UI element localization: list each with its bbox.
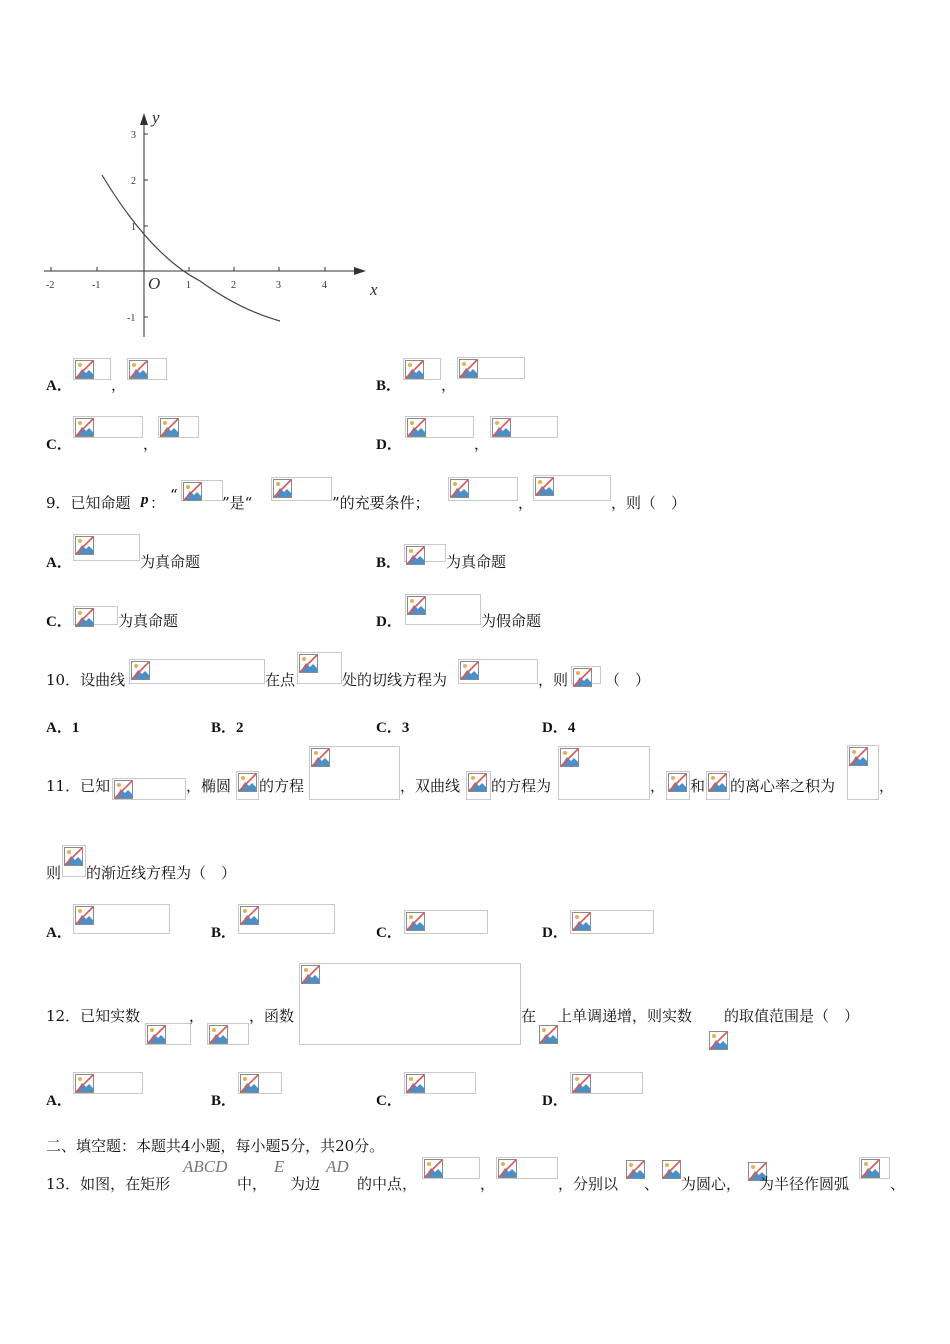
q13-text: 的中点，	[357, 1175, 418, 1193]
q12-option-c-label: C．	[376, 1093, 402, 1109]
comma: ，	[441, 376, 457, 394]
formula-image	[448, 477, 518, 501]
section-title: 二、填空题：本题共4小题，每小题5分，共20分。	[46, 1137, 385, 1155]
formula-image	[238, 1072, 282, 1094]
broken-image-icon	[573, 668, 592, 687]
q12-option-d-label: D．	[542, 1093, 568, 1109]
q9-option-b-label: B．	[376, 555, 402, 571]
q9-quote: “	[170, 486, 178, 504]
broken-image-icon	[539, 1025, 558, 1044]
formula-image	[73, 534, 140, 561]
broken-image-icon	[299, 654, 318, 673]
formula-image	[570, 910, 654, 934]
formula-image	[309, 746, 400, 800]
q10-text: ，则	[538, 671, 569, 689]
formula-image	[73, 606, 118, 625]
y-tick: 2	[131, 176, 136, 187]
q13-text: 中，	[237, 1175, 268, 1193]
formula-image	[558, 746, 650, 800]
formula-image	[746, 1160, 760, 1179]
q11-text: ，椭圆	[186, 777, 232, 795]
broken-image-icon	[209, 1025, 228, 1044]
q9-colon: ：	[150, 494, 166, 512]
broken-image-icon	[709, 1031, 728, 1050]
broken-image-icon	[498, 1159, 517, 1178]
q10-option-d: D．4	[542, 720, 576, 736]
broken-image-icon	[572, 1074, 591, 1093]
formula-image	[112, 778, 186, 800]
formula-image	[666, 771, 690, 800]
broken-image-icon	[459, 359, 478, 378]
broken-image-icon	[450, 479, 469, 498]
q13-text: 、	[644, 1175, 660, 1193]
q12-option-b-label: B．	[211, 1093, 237, 1109]
function-graph	[40, 105, 390, 345]
q8-option-c-label: C．	[46, 437, 72, 453]
formula-image	[570, 1072, 643, 1094]
formula-image	[458, 659, 538, 684]
q9-text: ”的充要条件；	[332, 494, 430, 512]
formula-image	[73, 904, 170, 934]
q10-option-b: B．2	[211, 720, 244, 736]
q9-text: ”是“	[222, 494, 253, 512]
q13-text: 、	[890, 1175, 906, 1193]
x-tick: 2	[231, 280, 236, 291]
formula-image	[62, 845, 86, 877]
broken-image-icon	[75, 536, 94, 555]
formula-image	[533, 475, 611, 501]
q13-text: 为圆心，	[681, 1175, 742, 1193]
broken-image-icon	[129, 360, 148, 379]
broken-image-icon	[240, 906, 259, 925]
q12-stem: 12．已知实数	[46, 1007, 141, 1025]
comma: ，	[518, 494, 534, 512]
formula-image	[422, 1157, 480, 1179]
formula-image	[404, 910, 488, 934]
broken-image-icon	[572, 912, 591, 931]
q10-option-a: A．1	[46, 720, 80, 736]
q9-option-c-label: C．	[46, 614, 72, 630]
y-tick: -1	[127, 313, 136, 324]
formula-image	[859, 1157, 890, 1179]
formula-image	[271, 477, 332, 501]
formula-image	[403, 358, 441, 380]
q13-text: ，分别以	[558, 1175, 619, 1193]
comma: ，	[480, 1175, 496, 1193]
q12-text: ，函数	[249, 1007, 295, 1025]
x-tick: 3	[276, 280, 281, 291]
broken-image-icon	[407, 596, 426, 615]
formula-image	[73, 1072, 143, 1094]
formula-image	[127, 358, 167, 380]
comma: ，	[189, 1007, 205, 1025]
q13-stem: 13．如图，在矩形	[46, 1175, 171, 1193]
broken-image-icon	[147, 1025, 166, 1044]
q10-stem: 10．设曲线	[46, 671, 126, 689]
q12-text: 上单调递增，则实数	[557, 1007, 693, 1025]
q9-option-d-label: D．	[376, 614, 402, 630]
formula-image	[847, 745, 879, 800]
q10-text: 处的切线方程为	[342, 671, 448, 689]
comma: ，	[111, 376, 127, 394]
formula-image	[706, 771, 730, 800]
formula-image	[404, 544, 446, 562]
formula-image	[707, 1029, 723, 1045]
q8-option-d-label: D．	[376, 437, 402, 453]
broken-image-icon	[75, 1074, 94, 1093]
broken-image-icon	[535, 477, 554, 496]
broken-image-icon	[662, 1160, 681, 1179]
formula-image	[207, 1023, 249, 1045]
q13-ad: AD	[326, 1157, 349, 1176]
q11-text: 的方程	[259, 777, 305, 795]
q12-text: 的取值范围是（ ）	[724, 1007, 860, 1025]
q9-option-d-text: 为假命题	[481, 612, 542, 630]
q11-option-c-label: C．	[376, 925, 402, 941]
broken-image-icon	[240, 1074, 259, 1093]
broken-image-icon	[560, 748, 579, 767]
formula-image	[236, 771, 259, 800]
q11-text: 的离心率之积为	[730, 777, 836, 795]
q10-text: 在点	[265, 671, 296, 689]
formula-image	[490, 416, 558, 438]
x-tick: 1	[186, 280, 191, 291]
q11-text: 的渐近线方程为（ ）	[86, 864, 237, 882]
formula-image	[299, 963, 521, 1045]
broken-image-icon	[861, 1159, 880, 1178]
broken-image-icon	[273, 479, 292, 498]
q10-paren: （ ）	[605, 671, 651, 689]
q11-stem: 11．已知	[46, 777, 111, 795]
q11-text: 则	[46, 864, 62, 882]
q9-stem: 9．已知命题	[46, 494, 131, 512]
broken-image-icon	[708, 773, 727, 792]
broken-image-icon	[160, 418, 179, 437]
q13-e: E	[274, 1157, 285, 1176]
origin-label: O	[148, 274, 161, 293]
q9-p: p	[141, 492, 149, 508]
formula-image	[129, 659, 265, 684]
broken-image-icon	[406, 1074, 425, 1093]
q13-text: 为边	[290, 1175, 321, 1193]
broken-image-icon	[406, 546, 425, 565]
broken-image-icon	[492, 418, 511, 437]
q8-option-b-label: B．	[376, 378, 402, 394]
formula-image	[145, 1023, 191, 1045]
broken-image-icon	[407, 418, 426, 437]
formula-image	[158, 416, 199, 438]
q11-option-b-label: B．	[211, 925, 237, 941]
broken-image-icon	[238, 773, 257, 792]
q8-option-a-label: A．	[46, 378, 72, 394]
formula-image	[466, 771, 491, 800]
curve	[102, 175, 280, 321]
broken-image-icon	[75, 418, 94, 437]
formula-image	[73, 416, 143, 438]
broken-image-icon	[75, 608, 94, 627]
broken-image-icon	[626, 1160, 645, 1179]
formula-image	[537, 1023, 559, 1045]
x-tick: -1	[92, 280, 101, 291]
x-axis-label: x	[370, 280, 378, 299]
formula-image	[404, 1072, 476, 1094]
broken-image-icon	[849, 747, 868, 766]
formula-image	[405, 416, 474, 438]
formula-image	[571, 666, 601, 684]
formula-image	[660, 1158, 682, 1179]
y-tick: 3	[131, 130, 136, 141]
q9-option-b-text: 为真命题	[446, 553, 507, 571]
x-tick: -2	[46, 280, 55, 291]
q11-text: ，双曲线	[400, 777, 461, 795]
q13-text: 为半径作圆弧	[759, 1175, 850, 1193]
broken-image-icon	[301, 965, 320, 984]
q13-abcd: ABCD	[183, 1157, 228, 1176]
q10-option-c: C．3	[376, 720, 410, 736]
q12-text: 在	[521, 1007, 537, 1025]
q11-text: 的方程为	[491, 777, 552, 795]
q9-option-c-text: 为真命题	[118, 612, 179, 630]
broken-image-icon	[424, 1159, 443, 1178]
broken-image-icon	[64, 847, 83, 866]
broken-image-icon	[405, 360, 424, 379]
formula-image	[496, 1157, 558, 1179]
q12-option-a-label: A．	[46, 1093, 72, 1109]
broken-image-icon	[114, 780, 133, 799]
broken-image-icon	[668, 773, 687, 792]
q9-option-a-label: A．	[46, 555, 72, 571]
formula-image	[457, 357, 525, 379]
broken-image-icon	[75, 360, 94, 379]
comma: ，	[879, 777, 895, 795]
broken-image-icon	[460, 661, 479, 680]
q11-option-d-label: D．	[542, 925, 568, 941]
formula-image	[624, 1158, 646, 1179]
comma: ，	[143, 435, 159, 453]
broken-image-icon	[406, 912, 425, 931]
q9-option-a-text: 为真命题	[140, 553, 201, 571]
broken-image-icon	[131, 661, 150, 680]
formula-image	[405, 594, 481, 625]
formula-image	[238, 904, 335, 934]
formula-image	[181, 480, 223, 501]
broken-image-icon	[468, 773, 487, 792]
broken-image-icon	[311, 748, 330, 767]
broken-image-icon	[183, 482, 202, 501]
comma: ，	[650, 777, 666, 795]
x-tick: 4	[322, 280, 327, 291]
formula-image	[73, 358, 111, 380]
y-tick: 1	[131, 222, 136, 233]
q11-option-a-label: A．	[46, 925, 72, 941]
comma: ，	[474, 435, 490, 453]
q11-text: 和	[690, 777, 706, 795]
broken-image-icon	[75, 906, 94, 925]
y-axis-label: y	[152, 108, 160, 127]
formula-image	[297, 652, 342, 684]
q9-end: ，则（ ）	[611, 494, 687, 512]
